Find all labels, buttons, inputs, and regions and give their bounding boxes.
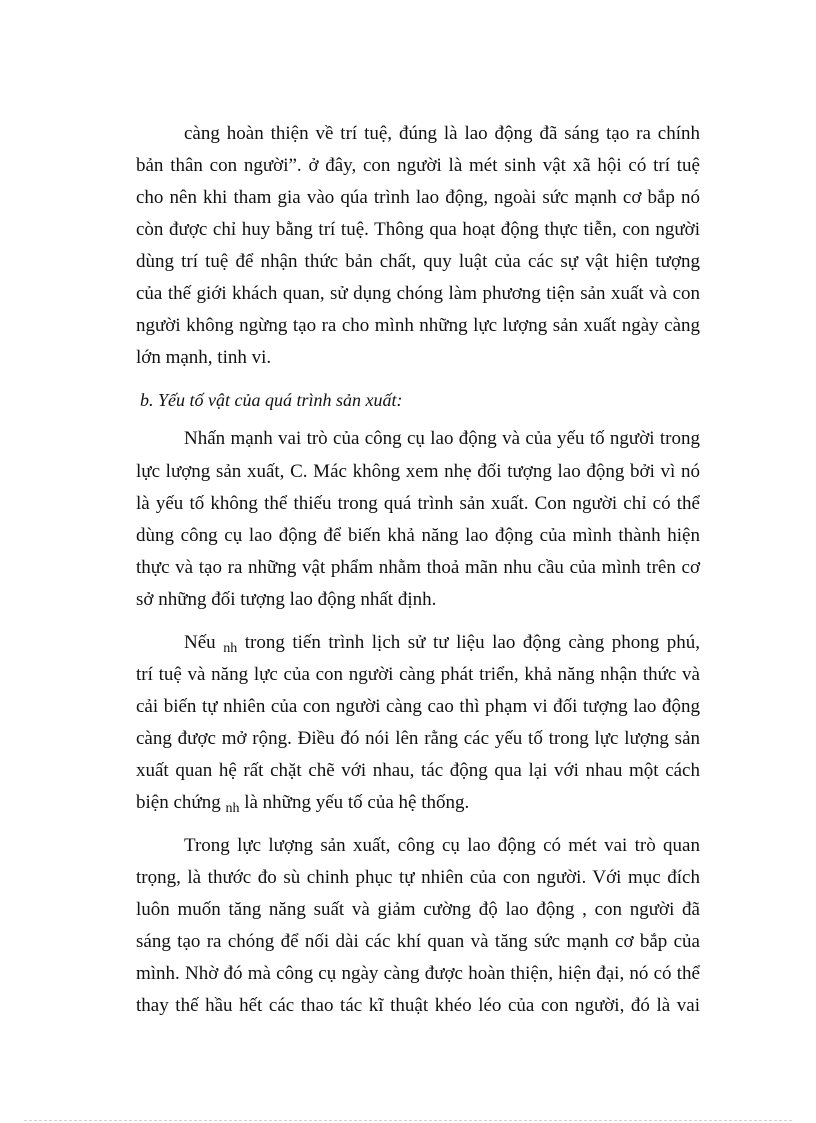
paragraph-3-line: càng được mở rộng. Điều đó nói lên rằng các yếu tố trong lực lượng sản: [136, 728, 700, 749]
paragraph-1-line: lớn mạnh, tinh vi.: [136, 347, 272, 368]
paragraph-1-line: còn được chỉ huy bằng trí tuệ. Thông qua hoạt động thực tiễn, con người: [136, 219, 700, 240]
paragraph-3-line: trí tuệ và năng lực của con người càng phát triển, khả năng nhận thức và: [136, 664, 700, 685]
paragraph-4-line: Trong lực lượng sản xuất, công cụ lao động có mét vai trò quan: [184, 835, 700, 856]
paragraph-2-line: dùng công cụ lao động để biến khả năng lao động của mình thành hiện: [136, 525, 700, 546]
paragraph-3-line: xuất quan hệ rất chặt chẽ với nhau, tác động qua lại với nhau một cách: [136, 760, 700, 781]
paragraph-4-line: trọng, là thước đo sù chinh phục tự nhiên của con người. Với mục đích: [136, 867, 700, 888]
paragraph-1-line: người không ngừng tạo ra cho mình những lực lượng sản xuất ngày càng: [136, 315, 700, 336]
paragraph-3-last-end: là những yếu tố của hệ thống.: [244, 792, 470, 813]
paragraph-2-line: thực và tạo ra những vật phẩm nhằm thoả mãn nhu cầu của mình trên cơ: [136, 557, 700, 578]
paragraph-3-line: cải biến tự nhiên của con người càng cao thì phạm vi đối tượng lao động: [136, 696, 700, 717]
paragraph-1-line: dùng trí tuệ để nhận thức bản chất, quy luật của các sự vật hiện tượng: [136, 251, 700, 272]
paragraph-4-line: sáng tạo ra chóng để nối dài các khí quan và tăng sức mạnh cơ bắp của: [136, 931, 700, 952]
section-heading: b. Yếu tố vật của quá trình sản xuất:: [140, 390, 403, 410]
paragraph-3-start: Nếu: [184, 632, 216, 653]
paragraph-4-line: luôn muốn tăng năng suất và giảm cường độ lao động , con người đã: [136, 899, 700, 920]
paragraph-2-line: Nhấn mạnh vai trò của công cụ lao động và của yếu tố người trong: [184, 428, 700, 449]
paragraph-3-line: [184, 632, 700, 656]
paragraph-1-line: cho nên khi tham gia vào qúa trình lao động, ngoài sức mạnh cơ bắp nó: [136, 187, 700, 208]
paragraph-4-line: thay thế hầu hết các thao tác kĩ thuật khéo léo của con người, đó là vai: [136, 995, 700, 1016]
page-bottom-rule: [24, 1120, 792, 1121]
paragraph-3-line: [136, 792, 700, 816]
paragraph-4-line: mình. Nhờ đó mà công cụ ngày càng được hoàn thiện, hiện đại, nó có thể: [136, 963, 700, 984]
marker-nh: nh: [225, 801, 240, 816]
paragraph-1-line: càng hoàn thiện về trí tuệ, đúng là lao động đã sáng tạo ra chính: [184, 123, 700, 144]
paragraph-2-line: sở những đối tượng lao động nhất định.: [136, 589, 437, 610]
marker-nh: nh: [223, 641, 238, 656]
paragraph-2-line: là yếu tố không thể thiếu trong quá trình sản xuất. Con người chỉ có thể: [136, 493, 700, 514]
paragraph-3-rest: trong tiến trình lịch sử tư liệu lao động càng phong phú,: [244, 632, 701, 653]
paragraph-2-line: lực lượng sản xuất, C. Mác không xem nhẹ đối tượng lao động bởi vì nó: [136, 461, 700, 482]
paragraph-1-line: bản thân con người”. ở đây, con người là mét sinh vật xã hội có trí tuệ: [136, 155, 700, 176]
paragraph-3-last-start: biện chứng: [136, 792, 221, 813]
paragraph-1-line: của thế giới khách quan, sử dụng chóng làm phương tiện sản xuất và con: [136, 283, 700, 304]
